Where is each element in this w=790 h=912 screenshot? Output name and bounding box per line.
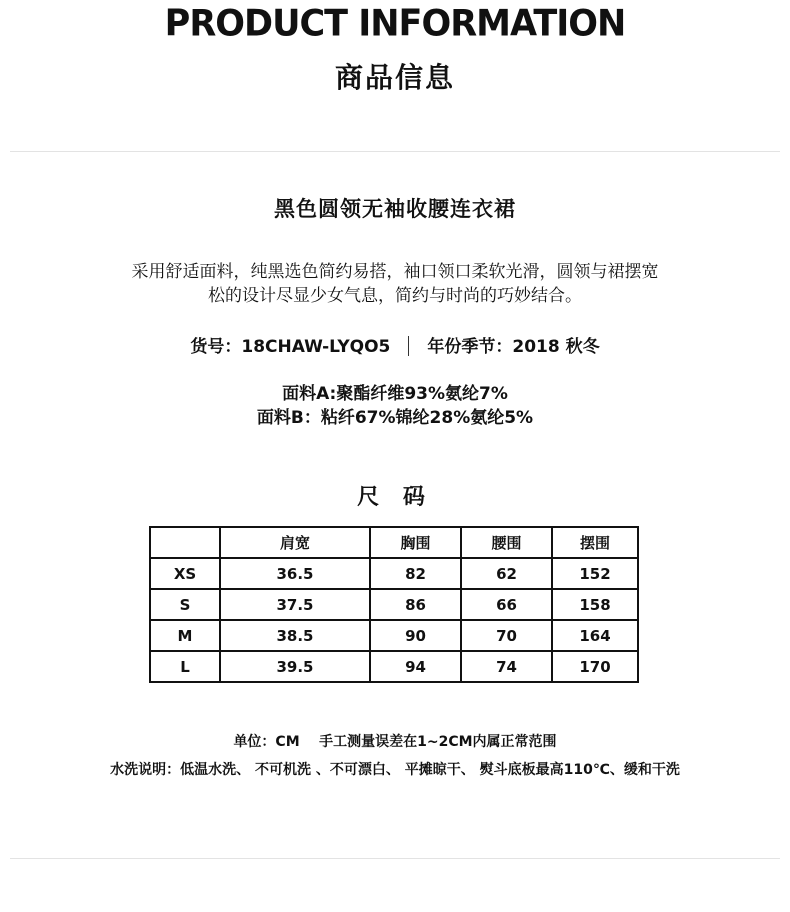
header-cell: 肩宽 — [220, 527, 370, 558]
table-cell: 170 — [552, 651, 638, 682]
description-line-2: 松的设计尽显少女气息，简约与时尚的巧妙结合。 — [208, 286, 582, 306]
fabric-b: 面料B：粘纤67%锦纶28%氨纶5% — [256, 408, 534, 428]
table-header-row — [150, 527, 638, 558]
table-cell: 66 — [461, 589, 552, 620]
title-chinese: 商品信息 — [334, 61, 455, 94]
size-table — [149, 526, 639, 683]
table-row — [150, 651, 638, 682]
title-english: PRODUCT INFORMATION — [164, 3, 626, 45]
product-name: 黑色圆领无袖收腰连衣裙 — [274, 197, 516, 221]
table-cell: 36.5 — [220, 558, 370, 589]
table-cell: 82 — [370, 558, 461, 589]
header-cell — [150, 527, 220, 558]
unit-note: 单位：CM 手工测量误差在1~2CM内属正常范围 — [233, 734, 557, 750]
top-divider — [10, 151, 780, 152]
table-cell: 86 — [370, 589, 461, 620]
header-cell: 胸围 — [370, 527, 461, 558]
size-label: M — [150, 620, 220, 651]
season: 年份季节：2018 秋冬 — [427, 337, 600, 357]
table-cell: 37.5 — [220, 589, 370, 620]
table-cell: 90 — [370, 620, 461, 651]
header-cell: 腰围 — [461, 527, 552, 558]
care-instructions: 水洗说明：低温水洗、 不可机洗 、不可漂白、 平摊晾干、 熨斗底板最高110℃、缓和干洗 — [110, 762, 680, 778]
size-label: L — [150, 651, 220, 682]
table-row — [150, 589, 638, 620]
table-cell: 39.5 — [220, 651, 370, 682]
description-line-1: 采用舒适面料，纯黑选色简约易搭，袖口领口柔软光滑，圆领与裙摆宽 — [131, 262, 659, 282]
table-cell: 74 — [461, 651, 552, 682]
table-cell: 70 — [461, 620, 552, 651]
item-number: 货号：18CHAW-LYQO5 — [190, 337, 391, 357]
size-label: XS — [150, 558, 220, 589]
table-cell: 164 — [552, 620, 638, 651]
table-cell: 152 — [552, 558, 638, 589]
header-cell: 摆围 — [552, 527, 638, 558]
table-cell: 38.5 — [220, 620, 370, 651]
table-row — [150, 558, 638, 589]
table-cell: 158 — [552, 589, 638, 620]
table-row — [150, 620, 638, 651]
bottom-divider — [10, 858, 780, 859]
product-meta — [0, 332, 790, 357]
size-label: S — [150, 589, 220, 620]
size-chart-title: 尺 码 — [357, 485, 433, 510]
meta-separator — [408, 336, 409, 356]
table-cell: 94 — [370, 651, 461, 682]
fabric-a: 面料A:聚酯纤维93%氨纶7% — [282, 384, 508, 404]
table-cell: 62 — [461, 558, 552, 589]
